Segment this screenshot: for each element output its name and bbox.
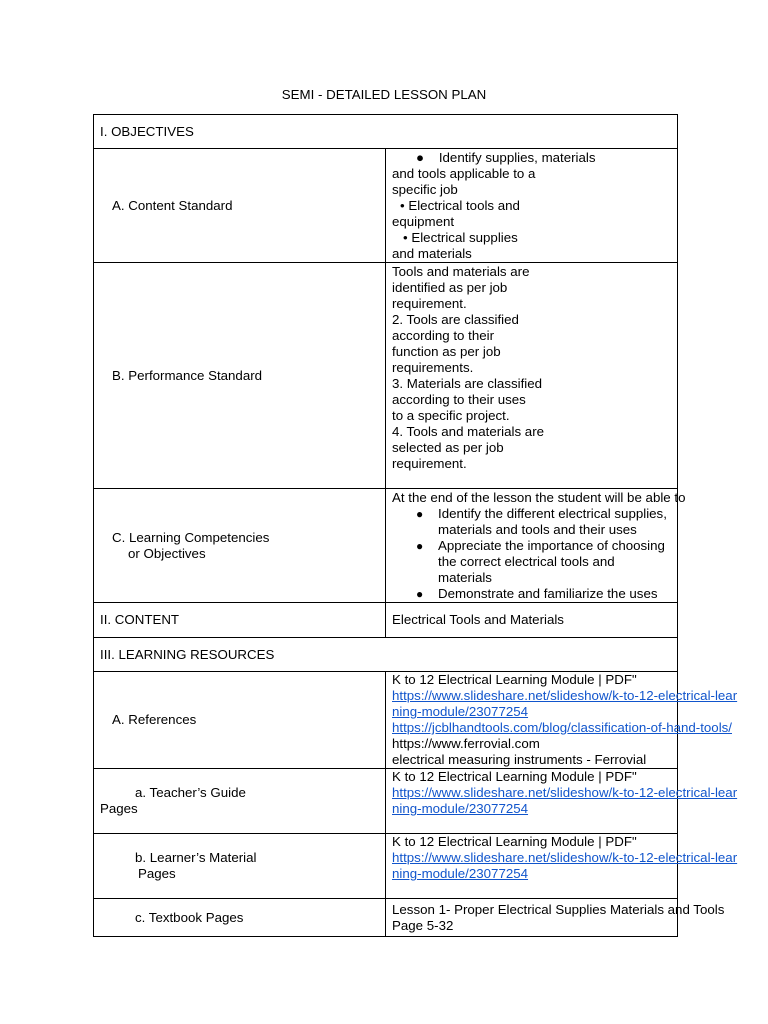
textbook-value	[386, 899, 725, 937]
bullet-dot-icon: ●	[416, 587, 424, 601]
resources-heading-row	[94, 638, 678, 672]
performance-standard-row	[94, 263, 678, 489]
performance-standard-line: function as per job	[392, 344, 501, 359]
performance-standard-line: Tools and materials are	[392, 264, 530, 279]
reference-link[interactable]: https://www.slideshare.net/slideshow/k-to-12-electrical-lear	[392, 785, 738, 800]
reference-text: K to 12 Electrical Learning Module | PDF"	[392, 834, 637, 849]
reference-link[interactable]: https://www.slideshare.net/slideshow/k-to-12-electrical-lear	[392, 850, 738, 865]
references-label-text: A. References	[112, 712, 197, 727]
performance-standard-label	[94, 263, 386, 489]
lesson-plan-table	[93, 114, 738, 937]
textbook-row	[94, 899, 678, 937]
performance-standard-line: identified as per job	[392, 280, 508, 295]
content-standard-sub-item: • Electrical tools and	[400, 197, 520, 213]
content-standard-value	[386, 149, 678, 263]
reference-text: K to 12 Electrical Learning Module | PDF"	[392, 672, 637, 687]
teachers-guide-label-line: a. Teacher’s Guide	[135, 785, 246, 800]
competencies-label	[94, 489, 386, 603]
bullet-dot-icon: ●	[416, 149, 425, 165]
performance-standard-line: 2. Tools are classified	[392, 312, 519, 327]
performance-standard-line: requirement.	[392, 296, 467, 311]
references-row	[94, 672, 678, 769]
textbook-text: Page 5-32	[392, 917, 454, 933]
learners-material-row	[94, 834, 678, 899]
competencies-intro: At the end of the lesson the student will be able to	[392, 490, 686, 505]
competency-text: Demonstrate and familiarize the uses	[438, 586, 658, 601]
content-heading: II. CONTENT	[94, 603, 386, 638]
competencies-label-line: C. Learning Competencies	[112, 529, 270, 545]
performance-standard-line: to a specific project.	[392, 408, 510, 423]
performance-standard-line: 4. Tools and materials are	[392, 424, 545, 439]
performance-standard-line: 3. Materials are classified	[392, 376, 543, 391]
objectives-heading-row	[94, 115, 678, 149]
reference-text: https://www.ferrovial.com	[392, 736, 540, 751]
content-value: Electrical Tools and Materials	[386, 603, 678, 638]
reference-link[interactable]: ning-module/23077254	[392, 704, 529, 719]
reference-link[interactable]: ning-module/23077254	[392, 801, 529, 816]
content-standard-line: equipment	[392, 213, 455, 229]
learners-material-value	[386, 834, 738, 899]
performance-standard-value	[386, 263, 678, 489]
teachers-guide-label-line: Pages	[100, 801, 138, 816]
reference-link[interactable]: https://jcblhandtools.com/blog/classification-of-hand-tools/	[392, 720, 732, 735]
competency-text: Identify the different electrical supplies, materials and tools and their uses	[438, 506, 667, 537]
list-item	[392, 586, 671, 602]
performance-standard-line: according to their uses	[392, 392, 526, 407]
content-standard-row	[94, 149, 678, 263]
content-standard-line: and tools applicable to a	[392, 165, 536, 181]
reference-text: K to 12 Electrical Learning Module | PDF"	[392, 769, 637, 784]
content-standard-bullet	[392, 150, 671, 166]
bullet-dot-icon: ●	[416, 507, 424, 521]
content-standard-sub-item: • Electrical supplies	[403, 229, 518, 245]
references-value	[386, 672, 738, 769]
resources-heading: III. LEARNING RESOURCES	[94, 638, 678, 672]
content-standard-line: specific job	[392, 181, 458, 197]
bullet-dot-icon: ●	[416, 539, 424, 553]
learners-material-label-line: Pages	[138, 866, 176, 881]
reference-link[interactable]: https://www.slideshare.net/slideshow/k-to-12-electrical-lear	[392, 688, 738, 703]
textbook-label	[94, 899, 386, 937]
list-item	[392, 506, 671, 538]
performance-standard-line: according to their	[392, 328, 494, 343]
content-standard-label	[94, 149, 386, 263]
competency-text: Appreciate the importance of choosing the correct electrical tools and materials	[438, 538, 665, 585]
teachers-guide-value	[386, 769, 738, 834]
page-title: SEMI - DETAILED LESSON PLAN	[281, 87, 487, 102]
competencies-list	[392, 506, 671, 602]
reference-link[interactable]: ning-module/23077254	[392, 866, 529, 881]
learners-material-label	[94, 834, 386, 899]
teachers-guide-row	[94, 769, 678, 834]
teachers-guide-label	[94, 769, 386, 834]
learners-material-label-line: b. Learner’s Material	[135, 850, 257, 865]
performance-standard-line: requirement.	[392, 456, 467, 471]
textbook-text: Lesson 1- Proper Electrical Supplies Materials and Tools	[392, 901, 725, 917]
content-standard-line: and materials	[392, 245, 472, 261]
references-label	[94, 672, 386, 769]
content-row	[94, 603, 678, 638]
objectives-heading: I. OBJECTIVES	[94, 115, 678, 149]
textbook-label-text: c. Textbook Pages	[135, 909, 244, 925]
content-standard-label-text: A. Content Standard	[112, 197, 233, 213]
competencies-label-line: or Objectives	[128, 545, 206, 561]
competencies-value	[386, 489, 686, 603]
performance-standard-line: selected as per job	[392, 440, 504, 455]
performance-standard-line: requirements.	[392, 360, 474, 375]
list-item	[392, 538, 671, 586]
reference-text: electrical measuring instruments - Ferrovial	[392, 752, 647, 767]
performance-standard-label-text: B. Performance Standard	[112, 367, 263, 383]
competencies-row	[94, 489, 678, 603]
content-standard-bullet-text: Identify supplies, materials	[438, 149, 596, 165]
